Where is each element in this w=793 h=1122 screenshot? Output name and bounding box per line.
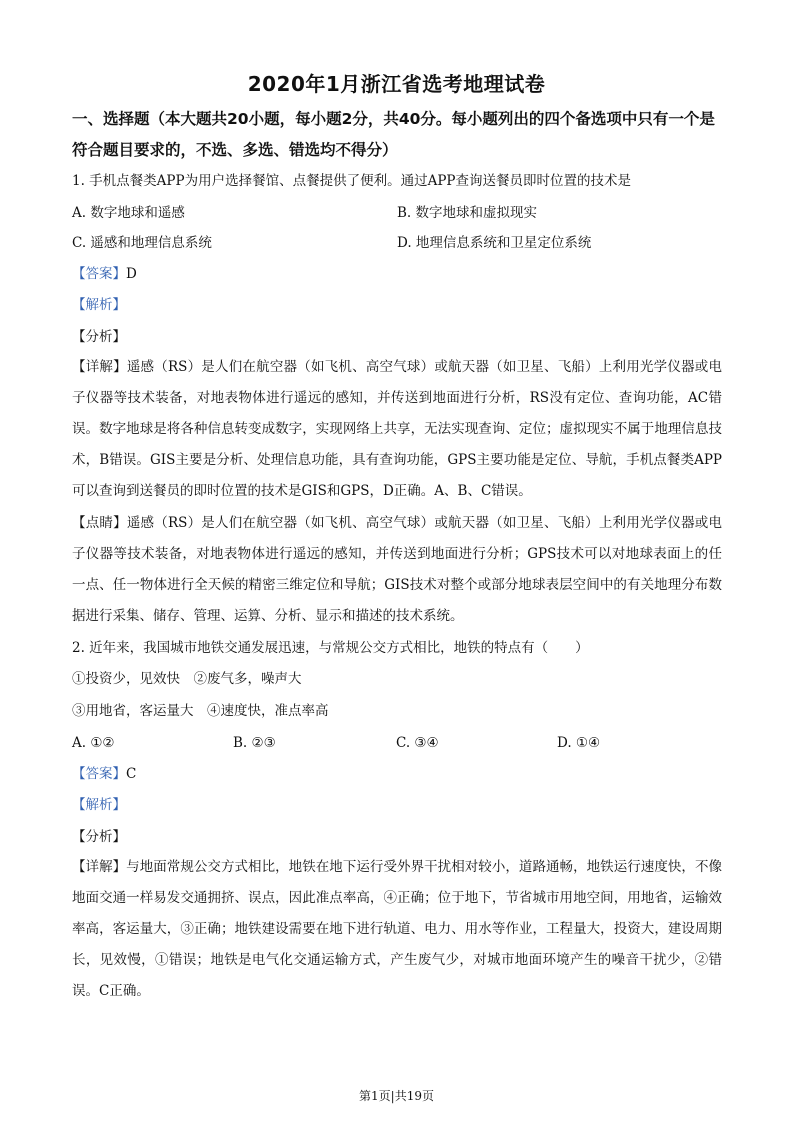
q2-option-a: A. ①②	[72, 735, 115, 751]
q1-stem: 1. 手机点餐类APP为用户选择餐馆、点餐提供了便利。通过APP查询送餐员即时位置的技术是	[72, 173, 632, 189]
q1-point	[72, 508, 722, 632]
q2-line2: ③用地省，客运量大 ④速度快，准点率高	[72, 703, 329, 719]
detail-text: 与地面常规公交方式相比，地铁在地下运行受外界干扰相对较小，道路通畅，地铁运行速度快，不像地面交通一样易发交通拥挤、误点，因此准点率高，④正确；位于地下，节省城市用地空间，用地省，运输效率高，客运量大，③正确；地铁建设需要在地下进行轨道、电力、用水等作业，工程量大，投资大，建设周期长，见效慢，①错误；地铁是电气化交通运输方式，产生废气少，对城市地面环境产生的噪音干扰少，②错误。C正确。	[72, 859, 723, 999]
q2-line1: ①投资少，见效快 ②废气多，噪声大	[72, 671, 302, 687]
point-tag: 【点睛】	[72, 515, 127, 531]
q1-option-a: A. 数字地球和遥感	[72, 205, 185, 221]
detail-tag: 【详解】	[72, 859, 127, 875]
section-heading: 一、选择题（本大题共20小题，每小题2分，共40分。每小题列出的四个备选项中只有一个是符合题目要求的，不选、多选、错选均不得分）	[72, 110, 715, 159]
answer-value: C	[126, 766, 137, 782]
q1-option-c: C. 遥感和地理信息系统	[72, 235, 212, 251]
q1-answer	[72, 264, 137, 284]
q1-fenxi-tag: 【分析】	[72, 329, 126, 345]
q2-stem: 2. 近年来，我国城市地铁交通发展迅速，与常规公交方式相比，地铁的特点有（ ）	[72, 640, 589, 656]
q1-jiexi-tag: 【解析】	[72, 297, 126, 313]
detail-tag: 【详解】	[72, 359, 127, 375]
q2-option-d: D. ①④	[557, 735, 601, 751]
page-footer: 第1页|共19页	[359, 1089, 434, 1103]
q2-jiexi-tag: 【解析】	[72, 797, 126, 813]
answer-tag: 【答案】	[72, 766, 126, 782]
q1-option-d: D. 地理信息系统和卫星定位系统	[397, 235, 592, 251]
detail-text: 遥感（RS）是人们在航空器（如飞机、高空气球）或航天器（如卫星、飞船）上利用光学仪器或电子仪器等技术装备，对地表物体进行遥远的感知，并传送到地面进行分析，RS没有定位、查询功能，AC错误。数字地球是将各种信息转变成数字，实现网络上共享，无法实现查询、定位；虚拟现实不属于地理信息技术，B错误。GIS主要是分析、处理信息功能，具有查询功能，GPS主要功能是定位、导航，手机点餐类APP可以查询到送餐员的即时位置的技术是GIS和GPS，D正确。A、B、C错误。	[72, 359, 723, 499]
q2-detail	[72, 852, 722, 1007]
q1-option-b: B. 数字地球和虚拟现实	[397, 205, 538, 221]
answer-value: D	[126, 266, 137, 282]
point-text: 遥感（RS）是人们在航空器（如飞机、高空气球）或航天器（如卫星、飞船）上利用光学仪器或电子仪器等技术装备，对地表物体进行遥远的感知，并传送到地面进行分析；GPS技术可以对地球表面上的任一点、任一物体进行全天候的精密三维定位和导航；GIS技术对整个或部分地球表层空间中的有关地理分布数据进行采集、储存、管理、运算、分析、显示和描述的技术系统。	[72, 515, 723, 624]
q2-option-c: C. ③④	[396, 735, 439, 751]
q1-detail	[72, 352, 722, 507]
answer-tag: 【答案】	[72, 266, 126, 282]
q2-option-b: B. ②③	[233, 735, 276, 751]
q2-answer	[72, 764, 136, 784]
q2-fenxi-tag: 【分析】	[72, 829, 126, 845]
page-title: 2020年1月浙江省选考地理试卷	[247, 72, 546, 96]
